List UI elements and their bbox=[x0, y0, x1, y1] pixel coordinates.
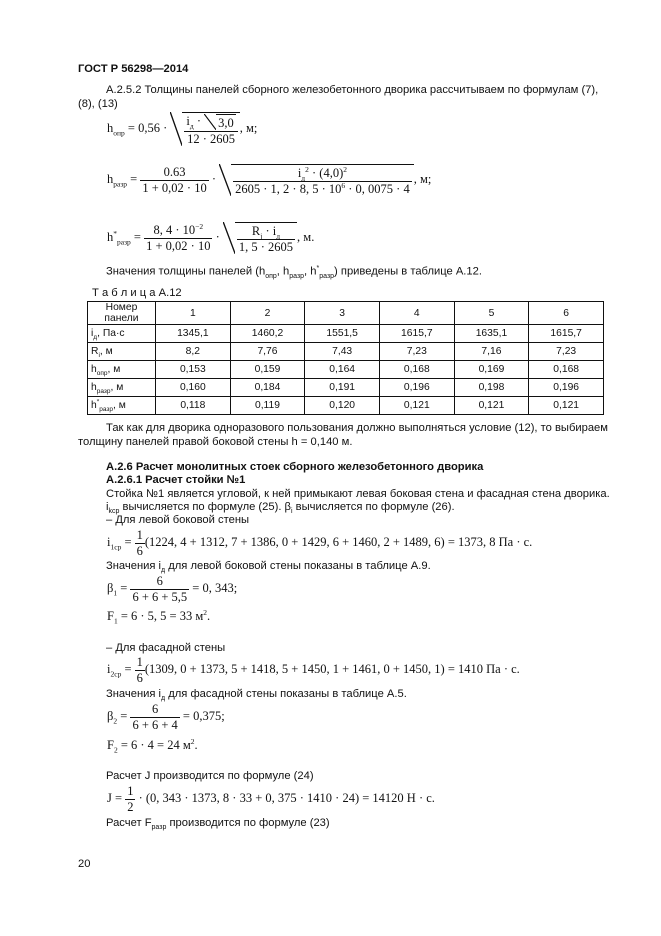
page-number: 20 bbox=[78, 858, 91, 870]
table-cell: 0,153 bbox=[156, 361, 231, 379]
section-subtitle: А.2.6.1 Расчет стойки №1 bbox=[106, 474, 246, 486]
facade-wall-label: – Для фасадной стены bbox=[106, 642, 226, 654]
intro-line-1: А.2.5.2 Толщины панелей сборного железобетонного дворика рассчитываем по формулам (7), bbox=[106, 84, 599, 96]
table-col-header: 4 bbox=[379, 302, 454, 325]
fraction: $\frac{1}{6}$ bbox=[136, 655, 143, 685]
formula-beta1: $\beta_1$ = $\frac{6}{6 + 6 + 5,5}$ = 0, 343; bbox=[107, 574, 238, 604]
section-paragraph-1: Стойка №1 является угловой, к ней примыкают левая боковая стена и фасадная стена дворика. bbox=[106, 488, 610, 500]
table-cell: 1615,7 bbox=[529, 325, 604, 343]
table-cell: 7,23 bbox=[529, 343, 604, 361]
formula-lhs: $h_{разр}$ bbox=[107, 171, 128, 189]
fraction: $\frac{6}{6 + 6 + 5,5}$ bbox=[132, 574, 188, 604]
table-cell: 0,164 bbox=[305, 361, 380, 379]
row-label: $R_i$, м bbox=[88, 343, 156, 361]
table-col-header: 6 bbox=[529, 302, 604, 325]
table-cell: 7,16 bbox=[454, 343, 529, 361]
table-cell: 7,23 bbox=[379, 343, 454, 361]
table-cell: 1635,1 bbox=[454, 325, 529, 343]
table-row bbox=[88, 379, 604, 397]
formula-h-razr: $h_{разр}$ = $\frac{0.63}{1 + 0,02 \cdot 10}$ · $\frac{i_д^2 \cdot (4,0)^2}{2605 \cdot 1, 2 \cdot 8, 5 \cdot 10^6 \cdot 0, 0075 \cdot 4}$ , м; bbox=[107, 164, 432, 196]
table-col-header: 5 bbox=[454, 302, 529, 325]
table-cell: 1615,7 bbox=[379, 325, 454, 343]
table-cell: 0,121 bbox=[379, 397, 454, 415]
table-caption: Т а б л и ц а А.12 bbox=[92, 287, 182, 299]
table-cell: 0,159 bbox=[230, 361, 305, 379]
table-cell: 0,160 bbox=[156, 379, 231, 397]
table-row bbox=[88, 361, 604, 379]
table-cell: 0,121 bbox=[529, 397, 604, 415]
fraction: $\frac{1}{6}$ bbox=[136, 528, 143, 558]
after-table-line-2: толщину панелей правой боковой стены h = 0,140 м. bbox=[78, 436, 353, 448]
table-cell: 0,196 bbox=[379, 379, 454, 397]
table-cell: 7,43 bbox=[305, 343, 380, 361]
section-paragraph-2: $i_{kcp}$ вычисляется по формуле (25). $\beta_i$ вычисляется по формуле (26). bbox=[106, 501, 455, 516]
table-cell: 0,184 bbox=[230, 379, 305, 397]
table-col-header: 3 bbox=[305, 302, 380, 325]
table-cell: 1345,1 bbox=[156, 325, 231, 343]
section-title: А.2.6 Расчет монолитных стоек сборного железобетонного дворика bbox=[106, 461, 484, 473]
table-col-header: 1 bbox=[156, 302, 231, 325]
intro-line-2: (8), (13) bbox=[78, 98, 118, 110]
table-cell: 0,120 bbox=[305, 397, 380, 415]
fraction: $\frac{i_д \cdot 3,0}{12 \cdot 2605}$ bbox=[184, 114, 237, 146]
sqrt-sign bbox=[170, 112, 239, 146]
formula-F1: $F_1 = 6 \cdot 5$, 5 = 33 $м^2$. bbox=[107, 607, 211, 626]
table-a12 bbox=[87, 301, 604, 415]
sqrt-sign: $\frac{i_д^2 \cdot (4,0)^2}{2605 \cdot 1, 2 \cdot 8, 5 \cdot 10^6 \cdot 0, 0075 \cdot 4}$ bbox=[219, 164, 414, 196]
table-cell: 1460,2 bbox=[230, 325, 305, 343]
row-label: $h_{опр}$, м bbox=[88, 361, 156, 379]
formula-i1cp: $i_{1cp}$ = $\frac{1}{6}$ (1224, 4 + 1312, 7 + 1386, 0 + 1429, 6 + 1460, 2 + 1489, 6) = 1373, 8 Па · с. bbox=[107, 528, 533, 558]
table-cell: 7,76 bbox=[230, 343, 305, 361]
frazr-note: Расчет $F_{разр}$ производится по формуле (23) bbox=[106, 817, 330, 832]
table-row bbox=[88, 325, 604, 343]
table-cell: 0,119 bbox=[230, 397, 305, 415]
formula-h-opr: $h_{опр} = 0,56$ · $\frac{i_д \cdot 3,0}{12 \cdot 2605}$ , м; bbox=[107, 114, 258, 147]
table-row bbox=[88, 343, 604, 361]
formula-J: J = $\frac{1}{2}$ · (0, 343 · 1373, 8 · 33 + 0, 375 · 1410 · 24) = 14120 Н · с. bbox=[107, 784, 435, 814]
after-table-line-1: Так как для дворика одноразового пользования должно выполняться условие (12), то выбираем bbox=[106, 422, 608, 434]
formula-lhs: $h_{опр}$ bbox=[107, 120, 125, 138]
formula-h-razr-star: $h^*_{разр}$ = $\frac{8, 4 \cdot 10^{-2}}{1 + 0,02 \cdot 10}$ · $\frac{R_j \cdot i_д}{1, 5 \cdot 2605}$ , м. bbox=[107, 221, 315, 254]
table-cell: 0,196 bbox=[529, 379, 604, 397]
document-id: ГОСТ Р 56298—2014 bbox=[78, 63, 189, 75]
table-row bbox=[88, 397, 604, 415]
note-table-a9: Значения $i_д$ для левой боковой стены показаны в таблице А.9. bbox=[106, 560, 431, 575]
fraction: $\frac{6}{6 + 6 + 4}$ bbox=[132, 702, 178, 732]
table-cell: 0,191 bbox=[305, 379, 380, 397]
table-cell: 0,168 bbox=[529, 361, 604, 379]
formula-F2: $F_2 = 6 \cdot 4 = 24$ $м^2$. bbox=[107, 736, 198, 755]
table-cell: 0,168 bbox=[379, 361, 454, 379]
table-cell: 8,2 bbox=[156, 343, 231, 361]
formula-lhs: $h^*_{разр}$ bbox=[107, 228, 131, 247]
left-wall-label: – Для левой боковой стены bbox=[106, 514, 250, 526]
table-cell: 1551,5 bbox=[305, 325, 380, 343]
row-label: $h_{разр}$, м bbox=[88, 379, 156, 397]
fraction: $\frac{0.63}{1 + 0,02 \cdot 10}$ bbox=[142, 165, 207, 195]
fraction: $\frac{8, 4 \cdot 10^{-2}}{1 + 0,02 \cdot 10}$ bbox=[146, 221, 211, 253]
table-cell: 0,121 bbox=[454, 397, 529, 415]
sqrt-sign: $\frac{R_j \cdot i_д}{1, 5 \cdot 2605}$ bbox=[223, 222, 297, 254]
formula-beta2: $\beta_2$ = $\frac{6}{6 + 6 + 4}$ = 0,375; bbox=[107, 702, 225, 732]
values-note: Значения толщины панелей ($h_{опр}$, $h_{разр}$, $h^*_{разр}$) приведены в таблице А.12. bbox=[106, 265, 482, 280]
table-header-label: Номер панели bbox=[88, 302, 156, 325]
formula-coef: 0,56 bbox=[138, 120, 160, 135]
table-cell: 0,198 bbox=[454, 379, 529, 397]
table-cell: 0,118 bbox=[156, 397, 231, 415]
row-label: $i_д$, Па·с bbox=[88, 325, 156, 343]
table-header-row bbox=[88, 302, 604, 325]
table-cell: 0,169 bbox=[454, 361, 529, 379]
table-col-header: 2 bbox=[230, 302, 305, 325]
fraction: $\frac{1}{2}$ bbox=[127, 784, 134, 814]
note-table-a5: Значения $i_д$ для фасадной стены показаны в таблице А.5. bbox=[106, 688, 407, 703]
formula-i2cp: $i_{2cp}$ = $\frac{1}{6}$ (1309, 0 + 1373, 5 + 1418, 5 + 1450, 1 + 1461, 0 + 1450, 1) = 1410 Па · с. bbox=[107, 655, 520, 685]
row-label: $h^*_{разр}$, м bbox=[88, 397, 156, 415]
j-formula-label: Расчет J производится по формуле (24) bbox=[106, 770, 314, 782]
